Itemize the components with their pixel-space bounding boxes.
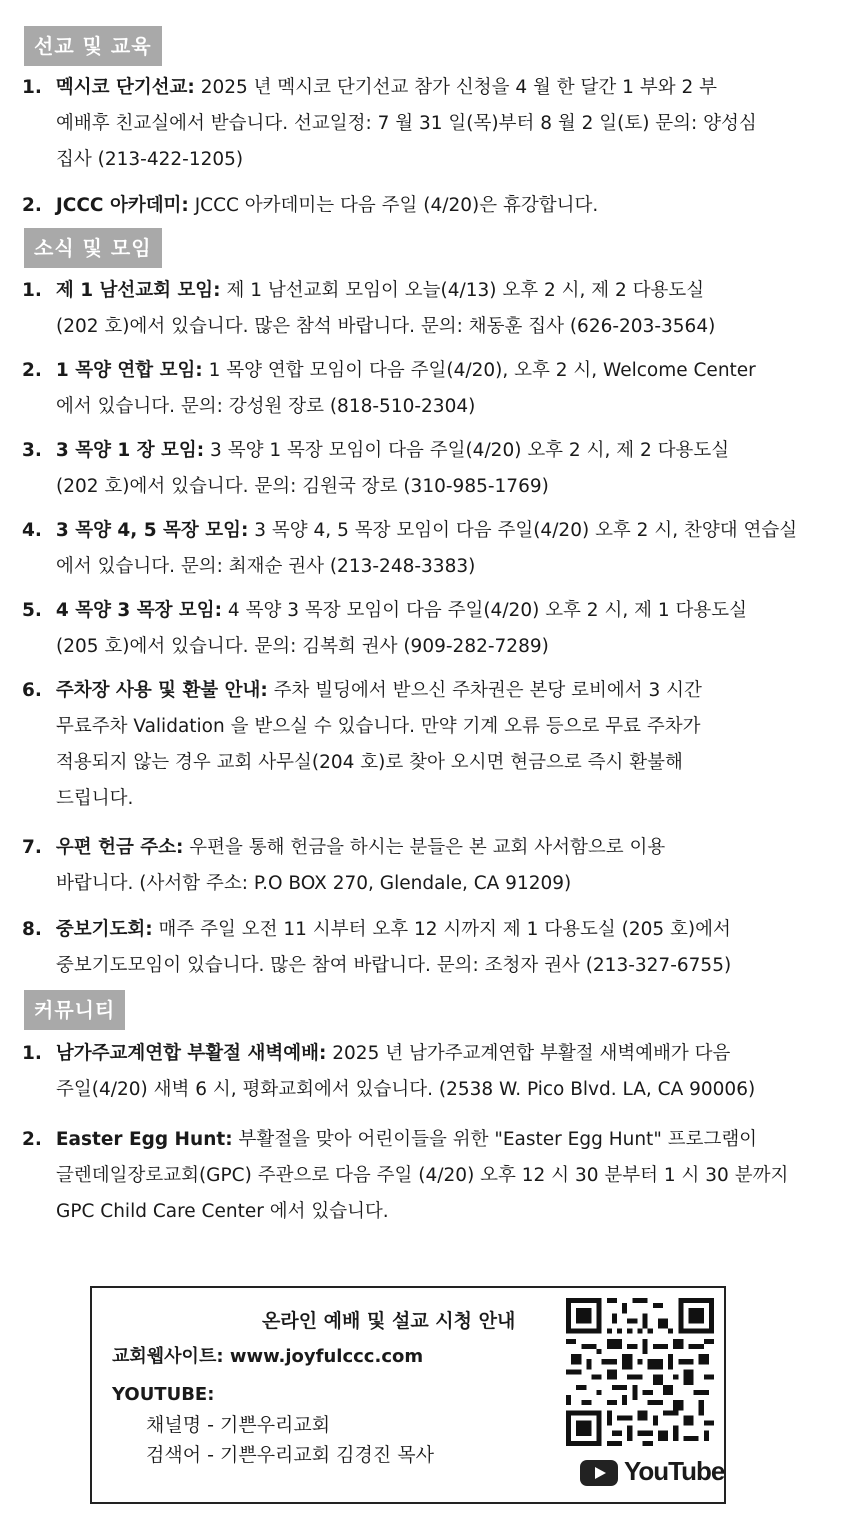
list-item: 4. 3 목양 4, 5 목장 모임: 3 목양 4, 5 목장 모임이 다음 주일(4/20) 오후 2 시, 찬양대 연습실 에서 있습니다. 문의: 최재순 권사 (213-248-3383) [22, 520, 798, 577]
section-header-community: 커뮤니티 [24, 990, 125, 1030]
list-item: 2. JCCC 아카데미: JCCC 아카데미는 다음 주일 (4/20)은 휴강합니다. [22, 195, 599, 216]
list-item: 1. 제 1 남선교회 모임: 제 1 남선교회 모임이 오늘(4/13) 오후 2 시, 제 2 다용도실 (202 호)에서 있습니다. 많은 참석 바랍니다. 문의: 채동훈 집사 (626-203-3564) [22, 280, 716, 337]
list-item: 3. 3 목양 1 장 모임: 3 목양 1 목장 모임이 다음 주일(4/20) 오후 2 시, 제 2 다용도실 (202 호)에서 있습니다. 문의: 김원국 장로 (310-985-1769) [22, 440, 730, 497]
website-link[interactable]: www.joyfulccc.com [229, 1346, 424, 1367]
section-header-news: 소식 및 모임 [24, 228, 162, 268]
youtube-logo[interactable]: YouTube [580, 1456, 710, 1490]
website-line [112, 1342, 423, 1368]
channel-name: 채널명 - 기쁜우리교회 [146, 1414, 331, 1436]
online-worship-box [90, 1286, 726, 1504]
list-item: 2. Easter Egg Hunt: 부활절을 맞아 어린이들을 위한 "Easter Egg Hunt" 프로그램이 글렌데일장로교회(GPC) 주관으로 다음 주일 (4/20) 오후 12 시 30 분부터 1 시 30 분까지 GPC Child Care Center 에서 있습니다. [22, 1129, 789, 1222]
list-item: 6. 주차장 사용 및 환불 안내: 주차 빌딩에서 받으신 주차권은 본당 로비에서 3 시간 무료주차 Validation 을 받으실 수 있습니다. 만약 기계 오류 등으로 무료 주차가 적용되지 않는 경우 교회 사무실(204 호)로 찾아 오시면 현금으로 즉시 환불해 드립니다. [22, 680, 702, 809]
section-header-mission: 선교 및 교육 [24, 26, 162, 66]
list-item: 7. 우편 헌금 주소: 우편을 통해 헌금을 하시는 분들은 본 교회 사서함으로 이용 바랍니다. (사서함 주소: P.O BOX 270, Glendale, CA 91209) [22, 837, 666, 894]
online-box-title: 온라인 예배 및 설교 시청 안내 [262, 1310, 516, 1332]
youtube-label: YOUTUBE: [112, 1384, 215, 1405]
website-label: 교회웹사이트: [112, 1346, 224, 1367]
list-item: 5. 4 목양 3 목장 모임: 4 목양 3 목장 모임이 다음 주일(4/20) 오후 2 시, 제 1 다용도실 (205 호)에서 있습니다. 문의: 김복희 권사 (909-282-7289) [22, 600, 747, 657]
qr-code-icon[interactable] [562, 1298, 718, 1446]
search-term: 검색어 - 기쁜우리교회 김경진 목사 [146, 1444, 434, 1466]
list-item: 1. 남가주교계연합 부활절 새벽예배: 2025 년 남가주교계연합 부활절 새벽예배가 다음 주일(4/20) 새벽 6 시, 평화교회에서 있습니다. (2538 W. Pico Blvd. LA, CA 90006) [22, 1043, 756, 1100]
play-icon [580, 1460, 618, 1486]
list-item: 8. 중보기도회: 매주 주일 오전 11 시부터 오후 12 시까지 제 1 다용도실 (205 호)에서 중보기도모임이 있습니다. 많은 참여 바랍니다. 문의: 조청자 권사 (213-327-6755) [22, 919, 732, 976]
list-item: 2. 1 목양 연합 모임: 1 목양 연합 모임이 다음 주일(4/20), 오후 2 시, Welcome Center 에서 있습니다. 문의: 강성원 장로 (818-510-2304) [22, 360, 756, 417]
list-item: 1. 멕시코 단기선교: 2025 년 멕시코 단기선교 참가 신청을 4 월 한 달간 1 부와 2 부 예배후 친교실에서 받습니다. 선교일정: 7 월 31 일(목)부터 8 월 2 일(토) 문의: 양성심 집사 (213-422-1205) [22, 77, 757, 170]
